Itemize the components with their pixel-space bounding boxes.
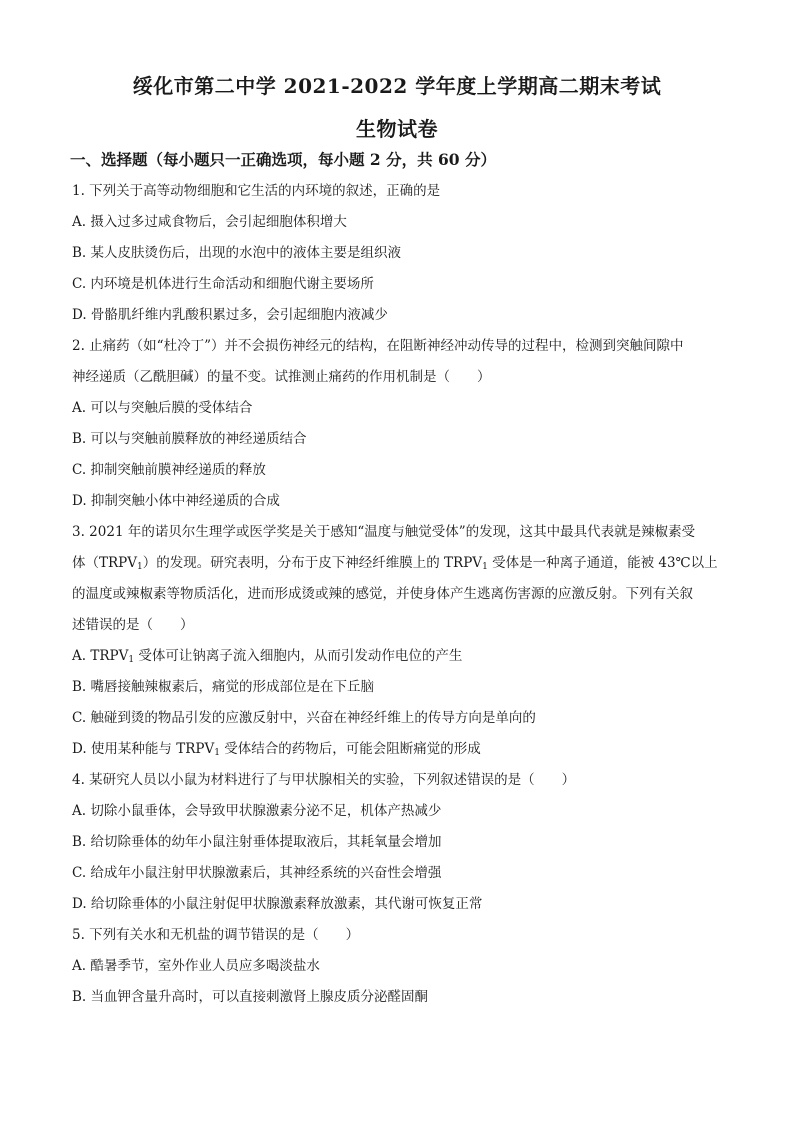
question-5-option-b: B. 当血钾含量升高时，可以直接刺激肾上腺皮质分泌醛固酮	[72, 989, 429, 1005]
question-1-option-b: B. 某人皮肤烫伤后，出现的水泡中的液体主要是组织液	[72, 245, 402, 261]
question-4-option-c: C. 给成年小鼠注射甲状腺激素后，其神经系统的兴奋性会增强	[72, 865, 442, 881]
question-3-stem-line-4: 述错误的是（ ）	[72, 617, 194, 633]
question-2-option-c: C. 抑制突触前膜神经递质的释放	[72, 462, 266, 478]
question-2-option-a: A. 可以与突触后膜的受体结合	[72, 400, 253, 416]
question-1-stem: 1. 下列关于高等动物细胞和它生活的内环境的叙述，正确的是	[72, 183, 441, 199]
question-4-option-b: B. 给切除垂体的幼年小鼠注射垂体提取液后，其耗氧量会增加	[72, 834, 442, 850]
exam-title: 绥化市第二中学 2021-2022 学年度上学期高二期末考试	[132, 74, 662, 98]
question-4-stem: 4. 某研究人员以小鼠为材料进行了与甲状腺相关的实验，下列叙述错误的是（ ）	[72, 772, 576, 788]
question-2-option-d: D. 抑制突触小体中神经递质的合成	[72, 493, 280, 509]
exam-subtitle: 生物试卷	[356, 117, 438, 141]
question-4-option-a: A. 切除小鼠垂体，会导致甲状腺激素分泌不足，机体产热减少	[72, 803, 442, 819]
question-2-option-b: B. 可以与突触前膜释放的神经递质结合	[72, 431, 307, 447]
question-3-option-c: C. 触碰到烫的物品引发的应激反射中，兴奋在神经纤维上的传导方向是单向的	[72, 710, 536, 726]
question-2-stem-line-2: 神经递质（乙酰胆碱）的量不变。试推测止痛药的作用机制是（ ）	[72, 369, 491, 385]
question-3-option-a: A. $TRPV_1$ 受体可让钠离子流入细胞内，从而引发动作电位的产生	[72, 648, 463, 665]
question-3-option-d: D. 使用某种能与 $TRPV_1$ 受体结合的药物后，可能会阻断痛觉的形成	[72, 741, 481, 758]
question-3-stem-line-3: 的温度或辣椒素等物质活化，进而形成烫或辣的感觉，并使身体产生逃离伤害源的应激反射。下列有关叙	[72, 586, 693, 602]
question-4-option-d: D. 给切除垂体的小鼠注射促甲状腺激素释放激素，其代谢可恢复正常	[72, 896, 483, 912]
question-5-option-a: A. 酷暑季节，室外作业人员应多喝淡盐水	[72, 958, 320, 974]
question-3-stem-line-2: 体$(TRPV_1)$的发现。研究表明，分布于皮下神经纤维膜上的 $TRPV_1$ 受体是一种离子通道，能被 43℃以上	[72, 555, 718, 572]
question-1-option-c: C. 内环境是机体进行生命活动和细胞代谢主要场所	[72, 276, 374, 292]
question-3-stem-line-1: 3. 2021 年的诺贝尔生理学或医学奖是关于感知“温度与触觉受体”的发现，这其中最具代表就是辣椒素受	[72, 524, 696, 540]
question-2-stem-line-1: 2. 止痛药（如“杜冷丁”）并不会损伤神经元的结构，在阻断神经冲动传导的过程中，检测到突触间隙中	[72, 338, 684, 354]
question-5-stem: 5. 下列有关水和无机盐的调节错误的是（ ）	[72, 927, 360, 943]
question-3-option-b: B. 嘴唇接触辣椒素后，痛觉的形成部位是在下丘脑	[72, 679, 375, 695]
section-heading: 一、选择题（每小题只一正确选项，每小题 2 分，共 60 分）	[70, 150, 496, 169]
question-1-option-a: A. 摄入过多过咸食物后，会引起细胞体积增大	[72, 214, 347, 230]
question-1-option-d: D. 骨骼肌纤维内乳酸积累过多，会引起细胞内液减少	[72, 307, 388, 323]
